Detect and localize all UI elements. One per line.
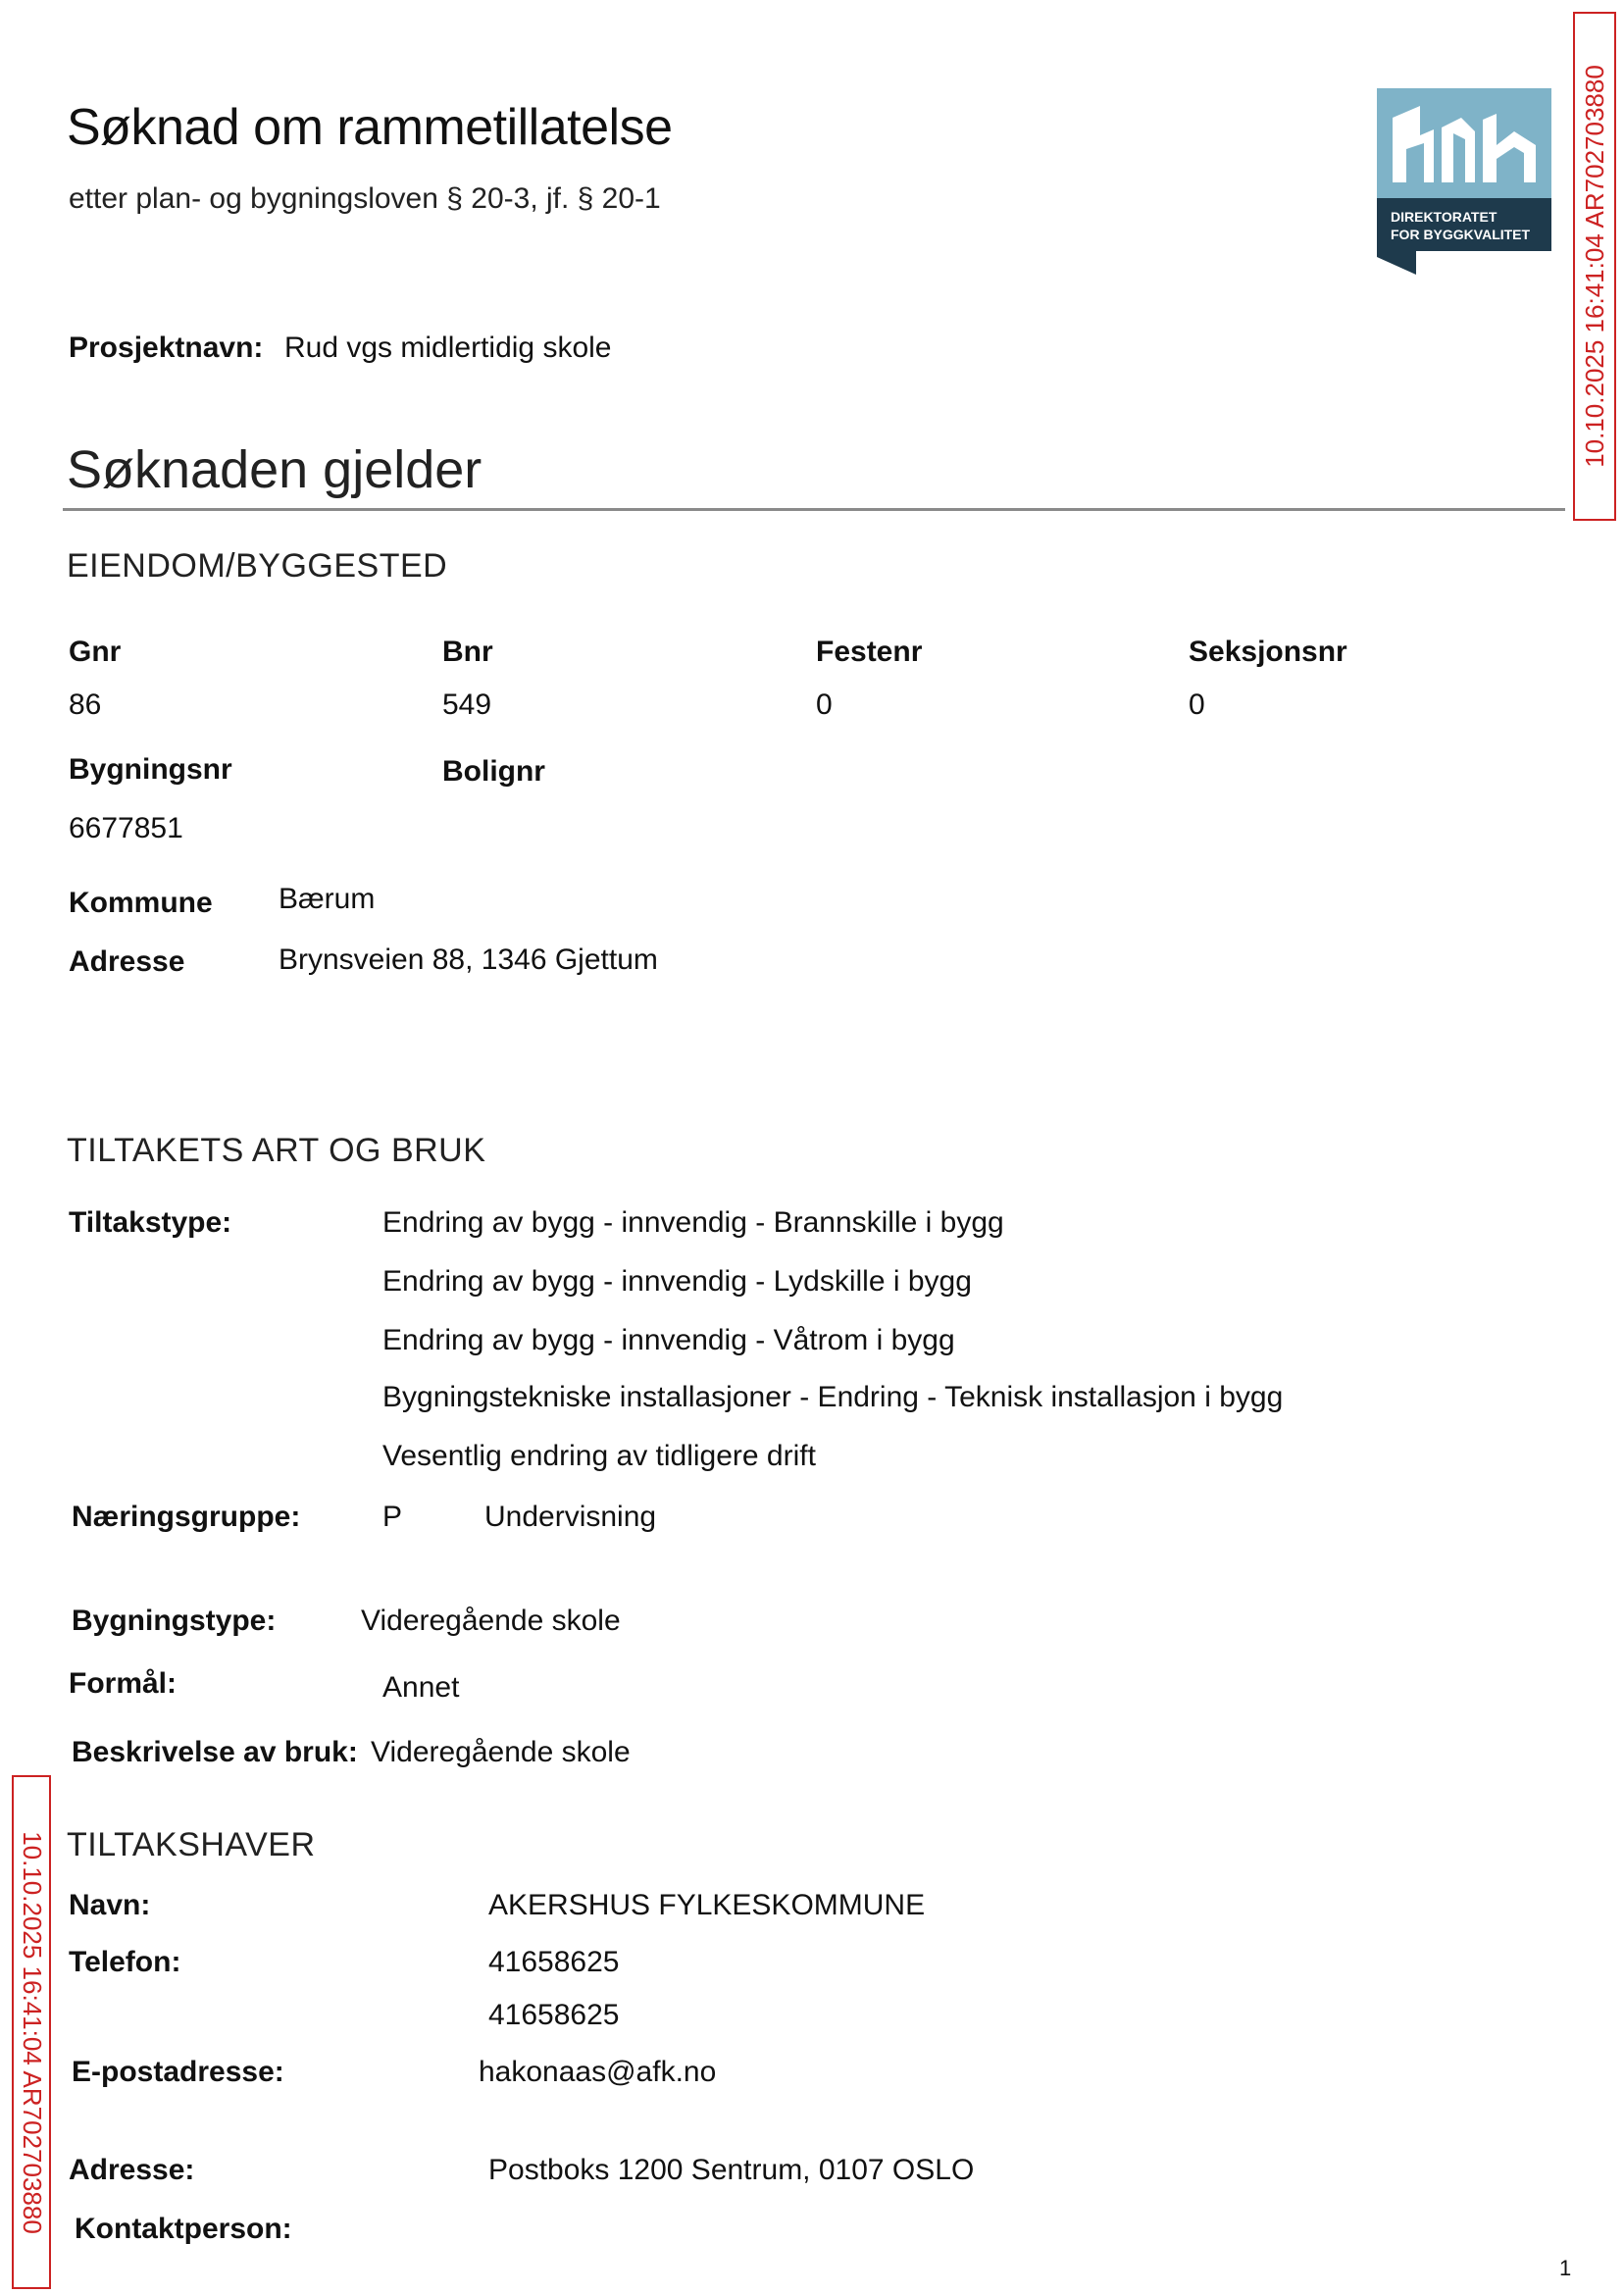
timestamp-stamp-right	[1573, 12, 1616, 521]
bygningstype-label: Bygningstype:	[72, 1605, 277, 1637]
section-divider	[63, 508, 1565, 511]
bnr-label: Bnr	[442, 636, 493, 668]
tiltakstype-item: Endring av bygg - innvendig - Våtrom i bygg	[382, 1324, 955, 1356]
adresse-label: Adresse	[69, 945, 185, 978]
project-name-label: Prosjektnavn:	[69, 331, 264, 364]
navn-value: AKERSHUS FYLKESKOMMUNE	[488, 1889, 926, 1921]
festenr-label: Festenr	[816, 636, 923, 668]
formal-label: Formål:	[69, 1667, 178, 1700]
telefon-label: Telefon:	[69, 1946, 181, 1978]
naeringsgruppe-label: Næringsgruppe:	[72, 1501, 301, 1533]
eiendom-heading: EIENDOM/BYGGESTED	[67, 547, 448, 585]
kommune-value: Bærum	[279, 883, 376, 915]
dibk-logo-icon	[1377, 88, 1551, 275]
beskrivelse-label: Beskrivelse av bruk:	[72, 1736, 358, 1768]
tiltak-heading: TILTAKETS ART OG BRUK	[67, 1132, 486, 1169]
page-subtitle: etter plan- og bygningsloven § 20-3, jf. § 20-1	[69, 182, 661, 215]
tiltakshaver-adresse-label: Adresse:	[69, 2154, 195, 2186]
naeringsgruppe-code: P	[382, 1501, 403, 1533]
seksjonsnr-label: Seksjonsnr	[1189, 636, 1347, 668]
tiltakstype-item: Bygningstekniske installasjoner - Endring - Teknisk installasjon i bygg	[382, 1381, 1284, 1413]
festenr-value: 0	[816, 688, 833, 721]
tiltakstype-item: Vesentlig endring av tidligere drift	[382, 1440, 816, 1472]
seksjonsnr-value: 0	[1189, 688, 1205, 721]
bygningsnr-label: Bygningsnr	[69, 753, 232, 786]
tiltakshaver-heading: TILTAKSHAVER	[67, 1826, 316, 1863]
stamp-text: 10.10.2025 16:41:04 AR702703880	[1579, 65, 1609, 468]
logo-line1: DIREKTORATET	[1391, 209, 1497, 225]
telefon-value: 41658625	[488, 1999, 620, 2031]
tiltakstype-item: Endring av bygg - innvendig - Brannskille i bygg	[382, 1206, 1004, 1239]
kontaktperson-label: Kontaktperson:	[75, 2213, 292, 2245]
bygningsnr-value: 6677851	[69, 812, 183, 844]
telefon-value: 41658625	[488, 1946, 620, 1978]
beskrivelse-value: Videregående skole	[371, 1736, 631, 1768]
kommune-label: Kommune	[69, 887, 213, 919]
gnr-label: Gnr	[69, 636, 122, 668]
epost-label: E-postadresse:	[72, 2056, 284, 2088]
tiltakshaver-adresse-value: Postboks 1200 Sentrum, 0107 OSLO	[488, 2154, 975, 2186]
project-name-value: Rud vgs midlertidig skole	[284, 331, 612, 364]
page-number: 1	[1559, 2256, 1572, 2280]
navn-label: Navn:	[69, 1889, 151, 1921]
bygningstype-value: Videregående skole	[361, 1605, 621, 1637]
naeringsgruppe-value: Undervisning	[484, 1501, 657, 1533]
tiltakstype-label: Tiltakstype:	[69, 1206, 232, 1239]
stamp-text: 10.10.2025 16:41:04 AR702703880	[17, 1830, 47, 2234]
tiltakstype-item: Endring av bygg - innvendig - Lydskille i bygg	[382, 1265, 972, 1298]
section-title: Søknaden gjelder	[67, 440, 482, 499]
timestamp-stamp-left	[12, 1775, 51, 2289]
dibk-logo	[1377, 88, 1551, 275]
page-title: Søknad om rammetillatelse	[67, 99, 673, 156]
bnr-value: 549	[442, 688, 492, 721]
gnr-value: 86	[69, 688, 102, 721]
logo-line2: FOR BYGGKVALITET	[1391, 227, 1531, 242]
bolignr-label: Bolignr	[442, 755, 545, 788]
adresse-value: Brynsveien 88, 1346 Gjettum	[279, 943, 658, 976]
formal-value: Annet	[382, 1671, 460, 1704]
epost-value: hakonaas@afk.no	[479, 2056, 717, 2088]
